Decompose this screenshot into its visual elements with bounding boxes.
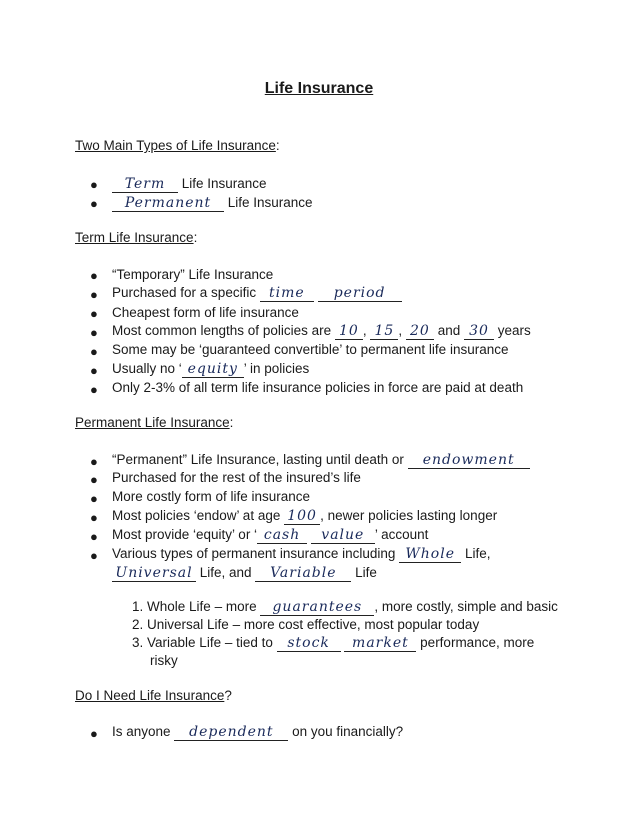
handwritten-answer: Variable: [255, 565, 351, 582]
numbered-item: [132, 634, 534, 652]
item-text: Life, and: [199, 565, 252, 580]
handwritten-answer: 20: [406, 323, 434, 340]
item-number: 1.: [132, 599, 144, 614]
section-heading-need: [75, 688, 232, 703]
item-text: ,: [362, 323, 367, 338]
handwritten-answer: 10: [335, 323, 363, 340]
bullet-icon: ●: [90, 363, 98, 378]
heading-colon: :: [229, 415, 234, 430]
item-text: ,: [398, 323, 403, 338]
list-item: [112, 322, 531, 340]
list-item: [112, 284, 402, 302]
item-number: 3.: [132, 635, 144, 650]
item-text: , more costly, simple and basic: [374, 599, 558, 614]
handwritten-answer: Universal: [112, 565, 196, 582]
handwritten-answer: guarantees: [260, 599, 374, 616]
item-text: Life Insurance: [181, 176, 267, 191]
item-text: Various types of permanent insurance including: [112, 546, 396, 561]
bullet-icon: ●: [90, 177, 98, 192]
list-item: [112, 507, 497, 525]
section-heading-types-text: Two Main Types of Life Insurance: [75, 138, 276, 153]
handwritten-answer: stock: [277, 635, 341, 652]
handwritten-answer: period: [318, 285, 402, 302]
item-text: Most provide ‘equity’ or ‘: [112, 527, 258, 542]
item-text: Variable Life – tied to: [147, 635, 273, 650]
section-heading-term-text: Term Life Insurance: [75, 230, 194, 245]
section-heading-term: [75, 230, 197, 245]
list-item: [112, 723, 403, 741]
list-item: [112, 545, 490, 563]
item-text: Most common lengths of policies are: [112, 323, 332, 338]
section-heading-permanent: [75, 415, 233, 430]
section-heading-need-text: Do I Need Life Insurance: [75, 688, 225, 703]
bullet-icon: ●: [90, 529, 98, 544]
item-text: ’ account: [374, 527, 429, 542]
handwritten-answer: Permanent: [112, 195, 224, 212]
handwritten-answer: Whole: [399, 546, 461, 563]
item-text: , newer policies lasting longer: [320, 508, 498, 523]
numbered-item: [132, 616, 479, 634]
section-heading-types: [75, 138, 280, 153]
handwritten-answer: dependent: [174, 724, 288, 741]
bullet-icon: ●: [90, 306, 98, 321]
list-item: Cheapest form of life insurance: [112, 305, 299, 320]
bullet-icon: ●: [90, 726, 98, 741]
item-text: years: [497, 323, 531, 338]
numbered-item: [132, 598, 558, 616]
numbered-item-continuation: risky: [150, 653, 178, 668]
item-number: 2.: [132, 617, 144, 632]
list-item: Only 2-3% of all term life insurance policies in force are paid at death: [112, 380, 524, 395]
page-title: Life Insurance: [264, 80, 374, 97]
item-text: Purchased for a specific: [112, 285, 257, 300]
item-text: Universal Life – more cost effective, most popular today: [147, 617, 480, 632]
list-item-continuation: [112, 564, 377, 582]
heading-colon: :: [193, 230, 198, 245]
bullet-icon: ●: [90, 491, 98, 506]
item-text: on you financially?: [292, 724, 404, 739]
bullet-icon: ●: [90, 268, 98, 283]
bullet-icon: ●: [90, 196, 98, 211]
handwritten-answer: endowment: [408, 452, 530, 469]
list-item: Purchased for the rest of the insured’s life: [112, 470, 361, 485]
bullet-icon: ●: [90, 472, 98, 487]
bullet-icon: ●: [90, 287, 98, 302]
bullet-icon: ●: [90, 454, 98, 469]
item-text: ’ in policies: [243, 361, 310, 376]
item-text: and: [437, 323, 461, 338]
handwritten-answer: Term: [112, 176, 178, 193]
list-item: [112, 526, 428, 544]
list-item: “Temporary” Life Insurance: [112, 267, 274, 282]
handwritten-answer: market: [344, 635, 416, 652]
list-item: Some may be ‘guaranteed convertible’ to permanent life insurance: [112, 342, 509, 357]
item-text: performance, more: [420, 635, 535, 650]
item-text: Most policies ‘endow’ at age: [112, 508, 281, 523]
item-text: Life Insurance: [227, 195, 313, 210]
handwritten-answer: cash: [257, 527, 307, 544]
handwritten-answer: 100: [284, 508, 320, 525]
item-text: Is anyone: [112, 724, 171, 739]
list-item: [112, 194, 313, 212]
heading-colon: :: [275, 138, 280, 153]
handwritten-answer: 15: [370, 323, 398, 340]
list-item: [112, 451, 530, 469]
list-item: [112, 175, 267, 193]
bullet-icon: ●: [90, 382, 98, 397]
bullet-icon: ●: [90, 344, 98, 359]
item-text: Usually no ‘: [112, 361, 182, 376]
item-text: Life,: [464, 546, 491, 561]
handwritten-answer: 30: [464, 323, 494, 340]
bullet-icon: ●: [90, 325, 98, 340]
bullet-icon: ●: [90, 510, 98, 525]
item-text: “Permanent” Life Insurance, lasting until death or: [112, 452, 404, 467]
bullet-icon: ●: [90, 548, 98, 563]
handwritten-answer: time: [260, 285, 314, 302]
heading-qmark: ?: [224, 688, 232, 703]
handwritten-answer: equity: [182, 361, 244, 378]
section-heading-permanent-text: Permanent Life Insurance: [75, 415, 230, 430]
list-item: [112, 360, 309, 378]
item-text: Whole Life – more: [147, 599, 257, 614]
item-text: Life: [355, 565, 377, 580]
list-item: More costly form of life insurance: [112, 489, 311, 504]
handwritten-answer: value: [311, 527, 375, 544]
